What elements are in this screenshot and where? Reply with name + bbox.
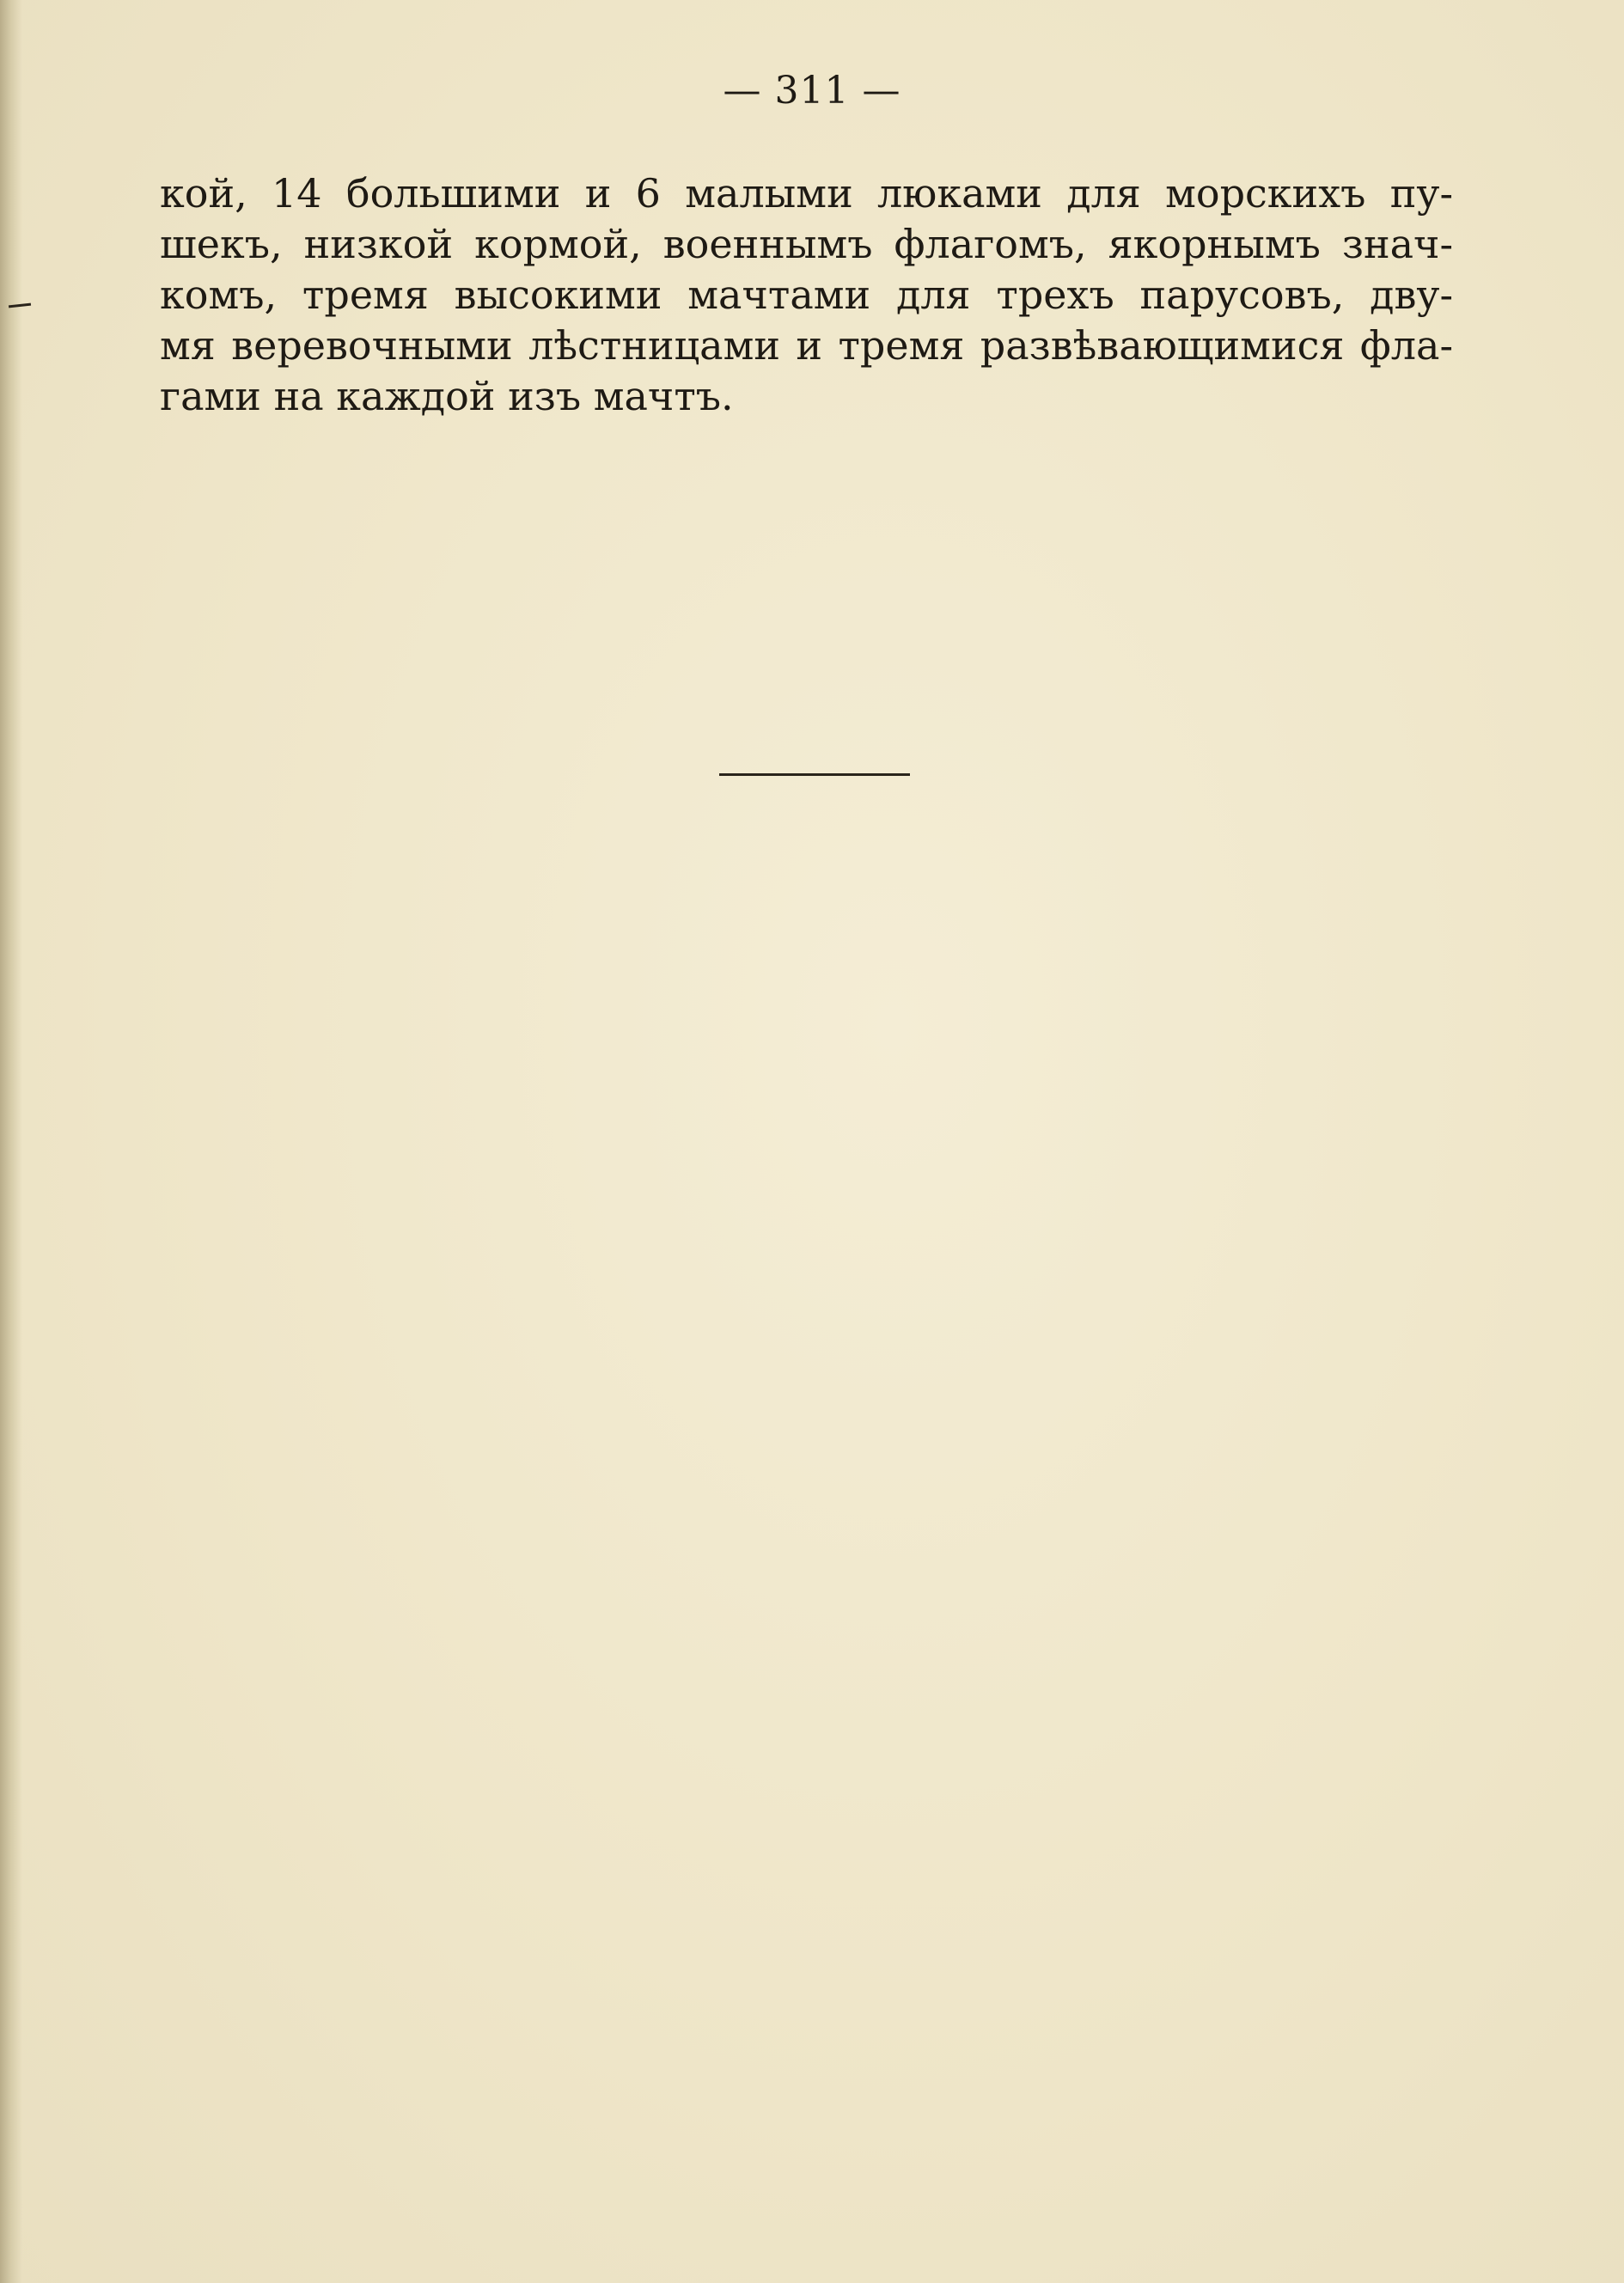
text-line: гами на каждой изъ мачтъ. bbox=[160, 373, 734, 419]
page-left-edge-shadow bbox=[0, 0, 22, 2283]
page-number: — 311 — bbox=[723, 69, 901, 113]
text-line: шекъ, низкой кормой, военнымъ флагомъ, якорнымъ знач- bbox=[160, 221, 1453, 267]
text-line: комъ, тремя высокими мачтами для трехъ парусовъ, дву- bbox=[160, 272, 1453, 318]
paragraph bbox=[160, 168, 1453, 422]
text-line: кой, 14 большими и 6 малыми люками для морскихъ пу- bbox=[160, 170, 1453, 217]
text-line: мя веревочными лѣстницами и тремя развѣвающимися фла- bbox=[160, 322, 1453, 369]
section-end-rule bbox=[719, 773, 910, 776]
